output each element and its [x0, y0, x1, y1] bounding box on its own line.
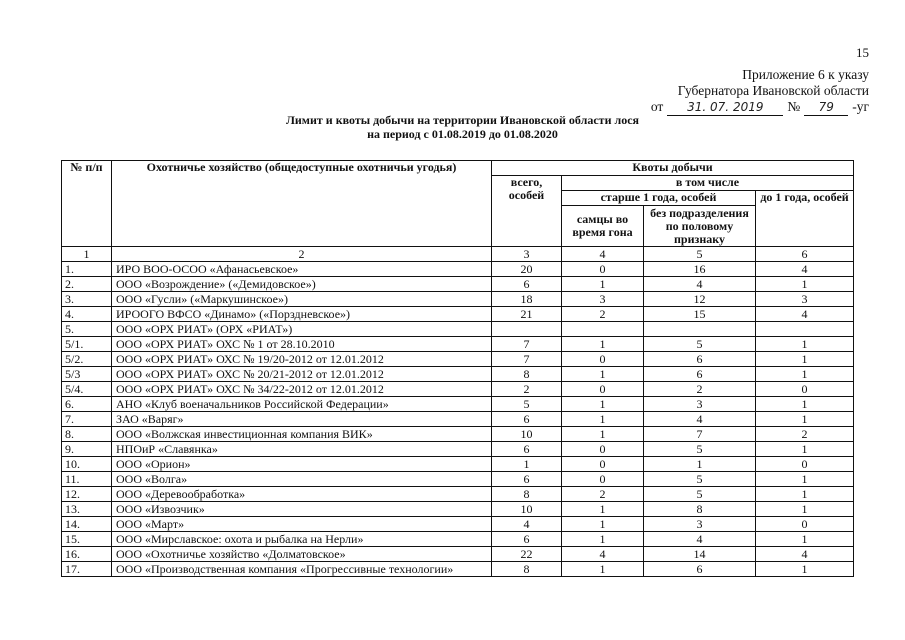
cell-no-division: 4: [644, 412, 756, 427]
table-row: [62, 277, 854, 292]
header-total: всего, особей: [492, 176, 562, 247]
cell-under-one: 3: [756, 292, 854, 307]
document-title: [0, 113, 905, 141]
cell-under-one: 4: [756, 307, 854, 322]
cell-num: 17.: [62, 562, 112, 577]
cell-total: 21: [492, 307, 562, 322]
cell-total: 6: [492, 532, 562, 547]
cell-under-one: 0: [756, 517, 854, 532]
cell-males: 0: [562, 472, 644, 487]
table-row: [62, 427, 854, 442]
cell-no-division: 5: [644, 472, 756, 487]
cell-males: 1: [562, 397, 644, 412]
column-number: 2: [112, 247, 492, 262]
cell-total: 6: [492, 442, 562, 457]
cell-males: 3: [562, 292, 644, 307]
cell-num: 16.: [62, 547, 112, 562]
cell-farm-name: ООО «ОРХ РИАТ» (ОРХ «РИАТ»): [112, 322, 492, 337]
appendix-line-2: Губернатора Ивановской области: [677, 83, 869, 98]
cell-num: 5/4.: [62, 382, 112, 397]
cell-num: 10.: [62, 457, 112, 472]
cell-farm-name: НПОиР «Славянка»: [112, 442, 492, 457]
cell-males: 1: [562, 502, 644, 517]
cell-num: 5/3: [62, 367, 112, 382]
cell-num: 14.: [62, 517, 112, 532]
cell-num: 5.: [62, 322, 112, 337]
cell-num: 2.: [62, 277, 112, 292]
number-label: №: [787, 99, 801, 114]
header-including: в том числе: [562, 176, 854, 191]
cell-total: 8: [492, 487, 562, 502]
cell-males: 2: [562, 307, 644, 322]
table-row: [62, 322, 854, 337]
table-row: [62, 367, 854, 382]
cell-num: 15.: [62, 532, 112, 547]
table-row: [62, 307, 854, 322]
cell-num: 5/1.: [62, 337, 112, 352]
cell-under-one: 1: [756, 442, 854, 457]
cell-farm-name: ООО «Волжская инвестиционная компания ВИК»: [112, 427, 492, 442]
cell-males: 1: [562, 562, 644, 577]
cell-total: 7: [492, 352, 562, 367]
cell-under-one: 1: [756, 397, 854, 412]
cell-no-division: 6: [644, 562, 756, 577]
title-line-2: на период с 01.08.2019 до 01.08.2020: [367, 127, 558, 141]
cell-total: [492, 322, 562, 337]
cell-no-division: 16: [644, 262, 756, 277]
cell-under-one: 1: [756, 352, 854, 367]
table-row: [62, 547, 854, 562]
cell-under-one: 1: [756, 487, 854, 502]
cell-males: 0: [562, 352, 644, 367]
table-row: [62, 262, 854, 277]
table-row: [62, 442, 854, 457]
header-farm: Охотничье хозяйство (общедоступные охотничьи угодья): [112, 161, 492, 247]
cell-no-division: 6: [644, 352, 756, 367]
cell-total: 20: [492, 262, 562, 277]
cell-no-division: 14: [644, 547, 756, 562]
cell-no-division: 6: [644, 367, 756, 382]
cell-farm-name: ЗАО «Варяг»: [112, 412, 492, 427]
cell-under-one: 2: [756, 427, 854, 442]
cell-under-one: 1: [756, 562, 854, 577]
cell-farm-name: ООО «Орион»: [112, 457, 492, 472]
column-number: 4: [562, 247, 644, 262]
cell-farm-name: ООО «Извозчик»: [112, 502, 492, 517]
appendix-line-1: Приложение 6 к указу: [742, 67, 869, 82]
cell-males: 4: [562, 547, 644, 562]
table-row: [62, 397, 854, 412]
cell-no-division: 8: [644, 502, 756, 517]
cell-males: 1: [562, 367, 644, 382]
header-no-division: без подразделения по половому признаку: [644, 206, 756, 247]
cell-farm-name: ООО «Март»: [112, 517, 492, 532]
cell-no-division: 4: [644, 532, 756, 547]
cell-farm-name: ООО «Волга»: [112, 472, 492, 487]
cell-no-division: 5: [644, 442, 756, 457]
cell-males: 0: [562, 442, 644, 457]
cell-total: 7: [492, 337, 562, 352]
cell-num: 1.: [62, 262, 112, 277]
cell-farm-name: ООО «Деревообработка»: [112, 487, 492, 502]
cell-total: 1: [492, 457, 562, 472]
table-row: [62, 457, 854, 472]
cell-num: 5/2.: [62, 352, 112, 367]
cell-males: 1: [562, 277, 644, 292]
table-row: [62, 292, 854, 307]
cell-farm-name: ООО «Возрождение» («Демидовское»): [112, 277, 492, 292]
cell-males: [562, 322, 644, 337]
column-number: 3: [492, 247, 562, 262]
cell-under-one: 4: [756, 262, 854, 277]
cell-under-one: 1: [756, 472, 854, 487]
cell-total: 18: [492, 292, 562, 307]
cell-total: 6: [492, 472, 562, 487]
cell-farm-name: ООО «ОРХ РИАТ» ОХС № 34/22-2012 от 12.01.2012: [112, 382, 492, 397]
cell-under-one: [756, 322, 854, 337]
table-row: [62, 487, 854, 502]
table-row: [62, 412, 854, 427]
from-label: от: [650, 99, 664, 114]
cell-total: 6: [492, 412, 562, 427]
cell-farm-name: ИРООГО ВФСО «Динамо» («Порздневское»): [112, 307, 492, 322]
cell-under-one: 1: [756, 502, 854, 517]
cell-no-division: 3: [644, 397, 756, 412]
cell-total: 10: [492, 427, 562, 442]
column-numbers-row: [62, 247, 854, 262]
cell-no-division: 3: [644, 517, 756, 532]
cell-males: 1: [562, 412, 644, 427]
cell-males: 1: [562, 532, 644, 547]
handwritten-date: 31. 07. 2019: [667, 99, 783, 116]
cell-farm-name: ООО «ОРХ РИАТ» ОХС № 19/20-2012 от 12.01.2012: [112, 352, 492, 367]
cell-under-one: 1: [756, 412, 854, 427]
cell-num: 6.: [62, 397, 112, 412]
page-number: 15: [856, 45, 869, 60]
handwritten-number: 79: [804, 99, 848, 116]
number-suffix: -уг: [852, 99, 869, 114]
cell-total: 8: [492, 367, 562, 382]
cell-no-division: 15: [644, 307, 756, 322]
cell-under-one: 0: [756, 457, 854, 472]
cell-farm-name: ООО «Производственная компания «Прогрессивные технологии»: [112, 562, 492, 577]
cell-no-division: 1: [644, 457, 756, 472]
table-row: [62, 382, 854, 397]
cell-under-one: 0: [756, 382, 854, 397]
table-row: [62, 337, 854, 352]
cell-under-one: 4: [756, 547, 854, 562]
cell-num: 8.: [62, 427, 112, 442]
cell-farm-name: ООО «ОРХ РИАТ» ОХС № 20/21-2012 от 12.01.2012: [112, 367, 492, 382]
column-number: 5: [644, 247, 756, 262]
cell-total: 5: [492, 397, 562, 412]
cell-num: 3.: [62, 292, 112, 307]
header-males: самцы во время гона: [562, 206, 644, 247]
table-row: [62, 352, 854, 367]
cell-total: 4: [492, 517, 562, 532]
cell-no-division: 4: [644, 277, 756, 292]
cell-under-one: 1: [756, 532, 854, 547]
cell-num: 12.: [62, 487, 112, 502]
cell-males: 0: [562, 457, 644, 472]
quota-table: [61, 160, 854, 577]
title-line-1: Лимит и квоты добычи на территории Ивановской области лося: [285, 113, 640, 127]
appendix-header: [651, 67, 869, 116]
cell-farm-name: ООО «Мирславское: охота и рыбалка на Нерли»: [112, 532, 492, 547]
cell-males: 1: [562, 427, 644, 442]
cell-total: 8: [492, 562, 562, 577]
cell-total: 10: [492, 502, 562, 517]
table-row: [62, 472, 854, 487]
cell-males: 2: [562, 487, 644, 502]
header-under-one: до 1 года, особей: [756, 191, 854, 247]
cell-no-division: 7: [644, 427, 756, 442]
cell-males: 1: [562, 517, 644, 532]
cell-total: 22: [492, 547, 562, 562]
cell-males: 0: [562, 382, 644, 397]
cell-farm-name: ООО «ОРХ РИАТ» ОХС № 1 от 28.10.2010: [112, 337, 492, 352]
cell-farm-name: ИРО ВОО-ОСОО «Афанасьевское»: [112, 262, 492, 277]
cell-num: 4.: [62, 307, 112, 322]
cell-no-division: 2: [644, 382, 756, 397]
cell-num: 13.: [62, 502, 112, 517]
header-older: старше 1 года, особей: [562, 191, 756, 206]
table-body: [62, 247, 854, 577]
table-row: [62, 517, 854, 532]
cell-no-division: 5: [644, 487, 756, 502]
cell-males: 0: [562, 262, 644, 277]
cell-num: 11.: [62, 472, 112, 487]
cell-under-one: 1: [756, 337, 854, 352]
header-num: № п/п: [62, 161, 112, 247]
cell-total: 2: [492, 382, 562, 397]
table-row: [62, 562, 854, 577]
cell-farm-name: ООО «Охотничье хозяйство «Долматовское»: [112, 547, 492, 562]
column-number: 6: [756, 247, 854, 262]
cell-no-division: 12: [644, 292, 756, 307]
cell-farm-name: ООО «Гусли» («Маркушинское»): [112, 292, 492, 307]
cell-males: 1: [562, 337, 644, 352]
table-row: [62, 532, 854, 547]
column-number: 1: [62, 247, 112, 262]
cell-under-one: 1: [756, 277, 854, 292]
cell-num: 9.: [62, 442, 112, 457]
cell-no-division: [644, 322, 756, 337]
header-quotas: Квоты добычи: [492, 161, 854, 176]
cell-farm-name: АНО «Клуб военачальников Российской Федерации»: [112, 397, 492, 412]
cell-num: 7.: [62, 412, 112, 427]
cell-total: 6: [492, 277, 562, 292]
cell-no-division: 5: [644, 337, 756, 352]
table-row: [62, 502, 854, 517]
cell-under-one: 1: [756, 367, 854, 382]
